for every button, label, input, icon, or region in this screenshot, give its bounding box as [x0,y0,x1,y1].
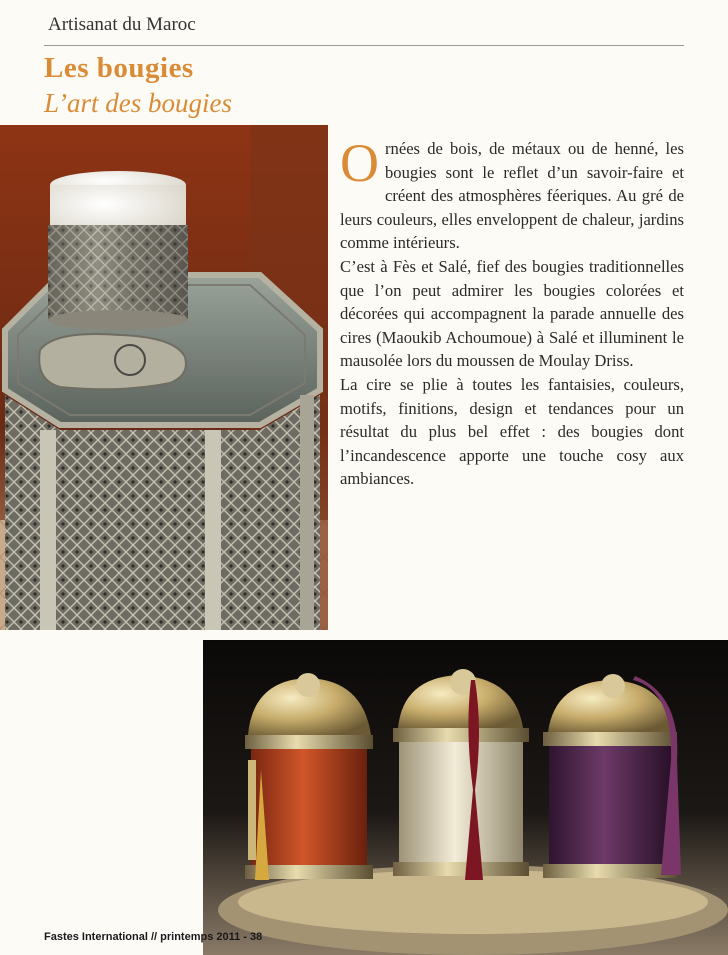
candle-jar-red [245,673,373,880]
candle-jar-ivory [393,669,529,880]
header-rule [44,45,684,46]
drop-cap: O [340,133,379,193]
section-label: Artisanat du Maroc [48,14,196,35]
page-title: Les bougies [44,52,194,84]
article-paragraph-1 [340,133,684,255]
paragraph-text: rnées de bois, de métaux ou de henné, les bougies sont le reflet d’un savoir-faire et créent des atmosphères féeriques. Au gré de leurs couleurs, elles enveloppent de chaleur, jardins comme intérieurs. [340,139,684,253]
article-body [340,133,684,491]
photo-candle-jars [203,640,728,955]
article-paragraph-3: La cire se plie à toutes les fantaisies, couleurs, motifs, finitions, design et tendances pour un résultat du plus bel effet : des bougies dont l’incandescence apporte une touche cosy aux ambiances. [340,374,684,489]
photo-lantern-table [0,125,328,630]
page-subtitle: L’art des bougies [44,88,232,118]
candle-jar-purple [543,674,681,878]
article-paragraph-2: C’est à Fès et Salé, fief des bougies traditionnelles que l’on peut admirer les bougies colorées et décorées qui accompagnent la parade annuelle des cires (Maoukib Achoumoue) à Salé et illuminent le mausolée lors du moussen de Moulay Driss. [340,256,684,371]
page-footer: Fastes International // printemps 2011 - 38 [44,931,263,943]
